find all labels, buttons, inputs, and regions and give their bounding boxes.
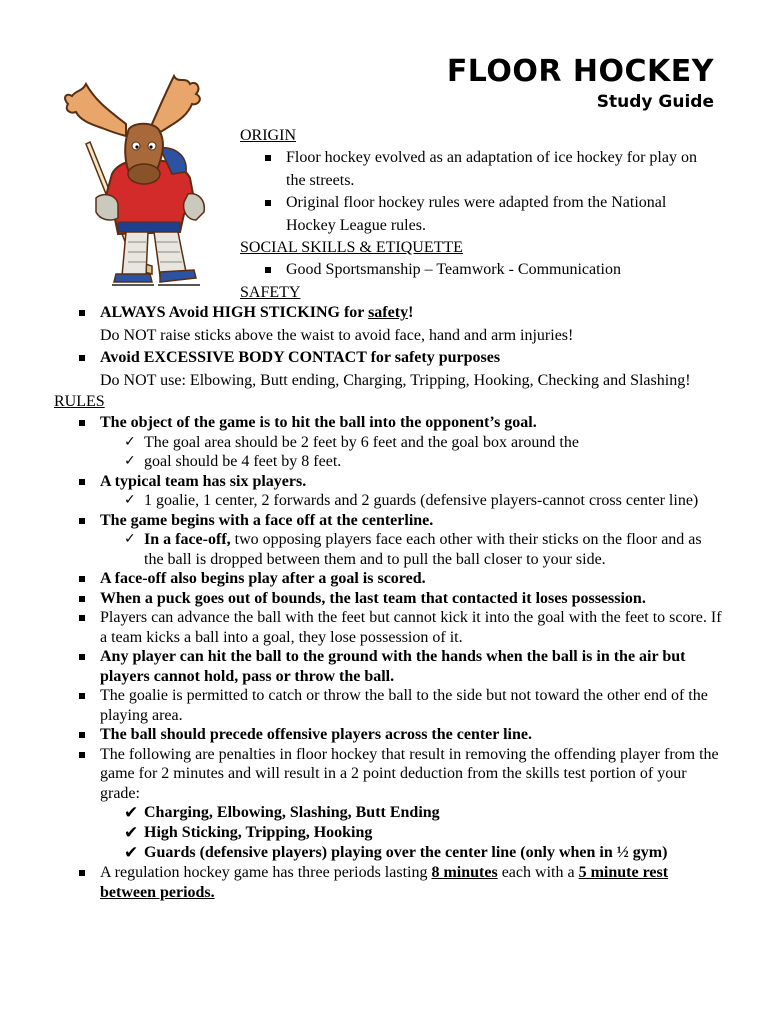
safety-note: Do NOT raise sticks above the waist to avoid face, hand and arm injuries! bbox=[100, 326, 574, 344]
safety-emphasis: safety bbox=[368, 304, 409, 321]
rule-item bbox=[54, 647, 722, 686]
rule-text: each with a bbox=[497, 864, 579, 881]
safety-item-1-text: ALWAYS Avoid HIGH STICKING for bbox=[100, 304, 369, 321]
rule-text: A face-off also begins play after a goal is scored. bbox=[100, 570, 426, 587]
list-item bbox=[54, 347, 724, 370]
rule-item bbox=[54, 589, 722, 609]
check-item bbox=[99, 452, 722, 472]
rule-item bbox=[54, 511, 722, 531]
rule-text: A regulation hockey game has three periods lasting bbox=[100, 864, 432, 881]
check-icon: ✔ bbox=[124, 823, 139, 843]
safety-section bbox=[54, 302, 724, 392]
rest-length: 5 minute rest between periods. bbox=[100, 864, 669, 901]
check-text: two opposing players face each other with their sticks on the floor and as the ball is dropped between them and to pull the ball closer to your side. bbox=[144, 531, 702, 568]
rules-heading: RULES bbox=[54, 393, 105, 410]
rule-item bbox=[54, 608, 722, 647]
rules-list bbox=[54, 413, 722, 902]
rule-text: The ball should precede offensive players across the center line. bbox=[100, 726, 532, 743]
rule-item bbox=[54, 413, 722, 433]
check-icon: ✔ bbox=[124, 843, 139, 863]
rule-text: The game begins with a face off at the centerline. bbox=[100, 511, 434, 529]
list-item bbox=[54, 302, 724, 325]
origin-section bbox=[240, 125, 720, 304]
penalty-text: High Sticking, Tripping, Hooking bbox=[144, 824, 373, 841]
check-item bbox=[99, 530, 722, 569]
origin-heading: ORIGIN bbox=[240, 127, 296, 144]
rule-text: The following are penalties in floor hockey that result in removing the offending player from the game for 2 minutes and will result in a 2 point deduction from the skills test portion of your grade: bbox=[100, 745, 719, 802]
check-item bbox=[99, 491, 722, 511]
check-icon: ✓ bbox=[124, 492, 136, 508]
check-item bbox=[99, 433, 722, 453]
rule-text: The goalie is permitted to catch or throw the ball to the side but not toward the other end of the playing area. bbox=[100, 687, 708, 724]
penalty-text: Guards (defensive players) playing over the center line (only when in ½ gym) bbox=[144, 844, 668, 861]
safety-heading: SAFETY bbox=[240, 283, 301, 301]
check-text-bold: In a face-off, bbox=[144, 531, 231, 548]
social-heading: SOCIAL SKILLS & ETIQUETTE bbox=[240, 239, 463, 256]
penalty-item bbox=[99, 843, 722, 863]
rule-item bbox=[54, 472, 722, 492]
origin-list bbox=[240, 147, 720, 237]
rule-item bbox=[54, 745, 722, 804]
check-icon: ✓ bbox=[124, 433, 136, 450]
page-subtitle: Study Guide bbox=[596, 92, 714, 112]
list-item: Original floor hockey rules were adapted from the National Hockey League rules. bbox=[240, 192, 720, 237]
rule-item bbox=[54, 725, 722, 745]
rule-text: The object of the game is to hit the ball into the opponent’s goal. bbox=[100, 414, 537, 431]
check-text: goal should be 4 feet by 8 feet. bbox=[144, 453, 342, 470]
rule-item bbox=[54, 686, 722, 725]
social-list bbox=[240, 259, 720, 282]
rule-text: Any player can hit the ball to the ground with the hands when the ball is in the air but players cannot hold, pass or throw the ball. bbox=[100, 648, 686, 685]
safety-item-1-end: ! bbox=[408, 304, 414, 321]
safety-note: Do NOT use: Elbowing, Butt ending, Charging, Tripping, Hooking, Checking and Slashing! bbox=[100, 371, 691, 389]
list-item: Good Sportsmanship – Teamwork - Communication bbox=[240, 259, 720, 282]
penalty-text: Charging, Elbowing, Slashing, Butt Ending bbox=[144, 804, 440, 821]
rule-text: A typical team has six players. bbox=[100, 472, 307, 490]
rule-text: Players can advance the ball with the feet but cannot kick it into the goal with the feet to score. If a team kicks a ball into a goal, they lose possession of it. bbox=[100, 609, 722, 646]
safety-list bbox=[54, 302, 724, 392]
check-icon: ✔ bbox=[124, 803, 139, 823]
check-icon: ✓ bbox=[124, 453, 136, 469]
safety-item-2-text: Avoid EXCESSIVE BODY CONTACT for safety purposes bbox=[100, 349, 501, 366]
penalty-item bbox=[99, 823, 722, 843]
rule-text: When a puck goes out of bounds, the last team that contacted it loses possession. bbox=[100, 589, 646, 607]
period-length: 8 minutes bbox=[431, 864, 498, 881]
rule-item bbox=[54, 569, 722, 589]
list-item: Floor hockey evolved as an adaptation of ice hockey for play on the streets. bbox=[240, 147, 720, 192]
check-text: 1 goalie, 1 center, 2 forwards and 2 guards (defensive players-cannot cross center line) bbox=[144, 492, 699, 509]
rules-section bbox=[54, 391, 722, 902]
check-text: The goal area should be 2 feet by 6 feet and the goal box around the bbox=[144, 433, 579, 451]
check-icon: ✓ bbox=[124, 531, 136, 547]
moose-hockey-clipart bbox=[56, 62, 234, 288]
rule-item bbox=[54, 863, 722, 902]
page-title: FLOOR HOCKEY bbox=[446, 54, 714, 89]
penalty-item bbox=[99, 803, 722, 823]
